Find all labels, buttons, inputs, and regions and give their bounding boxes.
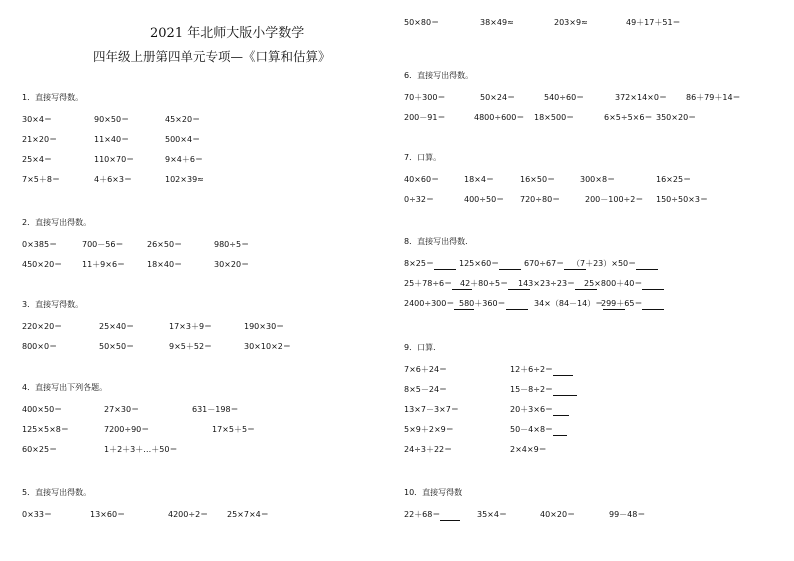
problem-text: 13×60＝ (90, 510, 126, 519)
math-problem (244, 341, 291, 353)
problem-row (22, 509, 382, 529)
problem-text: 5×9＋2×9＝ (404, 425, 454, 434)
problem-text: 2×4×9＝ (510, 445, 547, 454)
problem-text: 90×50＝ (94, 115, 130, 124)
problem-text: 18×4＝ (464, 175, 494, 184)
math-problem (94, 114, 129, 126)
left-section-4 (22, 382, 382, 464)
section-heading: 3．直接写得数。 (22, 300, 84, 309)
problem-text: 11×40＝ (94, 135, 130, 144)
math-problem (22, 174, 60, 186)
problem-text: 16×50＝ (520, 175, 556, 184)
problem-row (404, 92, 784, 112)
problem-text: 18×40＝ (147, 260, 183, 269)
problem-text: 4800÷600＝ (474, 113, 525, 122)
section-heading: 6．直接写出得数。 (404, 71, 474, 80)
answer-blank[interactable] (506, 300, 528, 310)
problem-row (404, 384, 784, 404)
problem-text: 400×50＝ (22, 405, 63, 414)
problem-text: 25＋78÷6＝ (404, 279, 453, 288)
problem-row (404, 509, 784, 529)
problem-text: 200－91＝ (404, 113, 446, 122)
math-problem (227, 509, 269, 521)
problem-text: 190×30＝ (244, 322, 285, 331)
section-heading: 8．直接写出得数． (404, 237, 474, 246)
problem-text: 1＋2＋3＋…＋50＝ (104, 445, 178, 454)
problem-text: 540÷60＝ (544, 93, 585, 102)
math-problem (214, 239, 249, 251)
math-problem (480, 17, 514, 29)
answer-blank[interactable] (434, 260, 456, 270)
problem-text: 350×20＝ (656, 113, 697, 122)
math-problem (656, 112, 696, 124)
problem-text: 24÷3＋22＝ (404, 445, 453, 454)
problem-row (404, 444, 784, 464)
problem-row (22, 341, 382, 361)
problem-text: 0×385＝ (22, 240, 58, 249)
problem-text: 580＋360＝ (459, 299, 506, 308)
math-problem (609, 509, 645, 521)
right-section-3 (404, 152, 784, 214)
math-problem (404, 258, 456, 270)
problem-text: 203×9≈ (554, 18, 588, 27)
math-problem (404, 384, 447, 396)
math-problem (22, 424, 69, 436)
math-problem (147, 239, 182, 251)
problem-text: 372×14×0＝ (615, 93, 667, 102)
math-problem (22, 404, 62, 416)
problem-text: 631－198＝ (192, 405, 239, 414)
answer-blank[interactable] (499, 260, 521, 270)
math-problem (585, 194, 643, 206)
math-problem (404, 17, 439, 29)
problem-text: 15－8÷2＝ (510, 385, 554, 394)
problem-text: 50－4×8＝ (510, 425, 554, 434)
problem-text: 35×4＝ (477, 510, 507, 519)
answer-blank[interactable] (642, 280, 664, 290)
problem-text: 143×23÷23＝ (518, 279, 576, 288)
worksheet-subtitle: 四年级上册第四单元专项—《口算和估算》 (93, 49, 331, 64)
problem-text: 800×0＝ (22, 342, 58, 351)
problem-row (404, 404, 784, 424)
section-heading: 5．直接写出得数。 (22, 488, 92, 497)
problem-text: 299＋65＝ (601, 299, 643, 308)
problem-row (22, 154, 382, 174)
math-problem (22, 509, 52, 521)
math-problem (480, 92, 515, 104)
problem-text: 99－48＝ (609, 510, 646, 519)
math-problem (459, 298, 528, 310)
math-problem (212, 424, 255, 436)
math-problem (104, 424, 149, 436)
problem-text: 34×（84－14）＝ (534, 299, 604, 308)
problem-text: 670÷67＝ (524, 259, 565, 268)
math-problem (94, 174, 132, 186)
math-problem (99, 341, 134, 353)
problem-text: 700－56＝ (82, 240, 124, 249)
math-problem (656, 194, 708, 206)
problem-text: 8×5－24＝ (404, 385, 448, 394)
problem-row (404, 278, 784, 298)
math-problem (510, 404, 569, 416)
problem-row (404, 424, 784, 444)
problem-text: 125×5×8＝ (22, 425, 69, 434)
problem-text: 21×20＝ (22, 135, 58, 144)
math-problem (165, 174, 204, 186)
math-problem (404, 194, 434, 206)
problem-row (22, 259, 382, 279)
math-problem (459, 258, 521, 270)
problem-text: （7＋23）×50＝ (572, 259, 637, 268)
left-section-5 (22, 487, 382, 529)
problem-text: 0÷32＝ (404, 195, 434, 204)
problem-text: 38×49≈ (480, 18, 514, 27)
problem-text: 9×4＋6＝ (165, 155, 203, 164)
math-problem (169, 341, 212, 353)
answer-blank[interactable] (440, 511, 460, 521)
math-problem (82, 239, 123, 251)
problem-text: 30×10×2＝ (244, 342, 291, 351)
problem-text: 60×25＝ (22, 445, 58, 454)
right-section-6 (404, 487, 784, 529)
problem-row (404, 194, 784, 214)
problem-text: 25×7×4＝ (227, 510, 269, 519)
problem-text: 7×5＋8＝ (22, 175, 60, 184)
math-problem (544, 92, 584, 104)
math-problem (615, 92, 667, 104)
math-problem (169, 321, 212, 333)
math-problem (520, 194, 560, 206)
problem-text: 7×6＋24＝ (404, 365, 448, 374)
math-problem (656, 174, 691, 186)
answer-blank[interactable] (553, 366, 573, 376)
problem-text: 42＋80÷5＝ (460, 279, 509, 288)
math-problem (404, 92, 445, 104)
math-problem (165, 114, 200, 126)
problem-text: 110×70＝ (94, 155, 135, 164)
math-problem (165, 154, 203, 166)
math-problem (404, 404, 459, 416)
section-heading: 10．直接写得数 (404, 488, 463, 497)
math-problem (82, 259, 125, 271)
math-problem (510, 384, 577, 396)
answer-blank[interactable] (553, 406, 569, 416)
math-problem (477, 509, 507, 521)
problem-text: 22＋68＝ (404, 510, 441, 519)
problem-text: 0×33＝ (22, 510, 52, 519)
problem-row (404, 17, 784, 37)
math-problem (404, 364, 447, 376)
problem-row (22, 321, 382, 341)
math-problem (520, 174, 555, 186)
math-problem (686, 92, 741, 104)
math-problem (244, 321, 284, 333)
math-problem (464, 174, 494, 186)
math-problem (510, 364, 573, 376)
math-problem (604, 112, 652, 124)
problem-text: 27×30＝ (104, 405, 140, 414)
math-problem (90, 509, 125, 521)
problem-text: 25×40＝ (99, 322, 135, 331)
math-problem (404, 112, 445, 124)
math-problem (165, 134, 200, 146)
left-section-1 (22, 92, 382, 194)
section-heading: 7．口算。 (404, 153, 442, 162)
problem-text: 50×50＝ (99, 342, 135, 351)
math-problem (404, 424, 454, 436)
worksheet-title: 2021 年北师大版小学数学 (150, 26, 305, 41)
right-section-4 (404, 236, 784, 318)
section-heading: 2．直接写出得数。 (22, 218, 92, 227)
right-section-2 (404, 70, 784, 132)
problem-text: 150÷50×3＝ (656, 195, 708, 204)
math-problem (214, 259, 249, 271)
problem-row (22, 114, 382, 134)
math-problem (474, 112, 524, 124)
problem-row (22, 134, 382, 154)
problem-text: 18×500＝ (534, 113, 575, 122)
problem-text: 7200÷90＝ (104, 425, 150, 434)
problem-text: 220×20＝ (22, 322, 63, 331)
problem-row (22, 424, 382, 444)
problem-text: 50×80＝ (404, 18, 440, 27)
left-section-2 (22, 217, 382, 279)
math-problem (94, 154, 134, 166)
answer-blank[interactable] (642, 300, 664, 310)
answer-blank[interactable] (636, 260, 658, 270)
problem-text: 20＋3×6＝ (510, 405, 554, 414)
problem-text: 2400÷300＝ (404, 299, 455, 308)
problem-text: 25×4＝ (22, 155, 52, 164)
problem-text: 400÷50＝ (464, 195, 505, 204)
math-problem (99, 321, 134, 333)
problem-text: 9×5＋52＝ (169, 342, 213, 351)
right-section-5 (404, 342, 784, 464)
math-problem (22, 154, 52, 166)
problem-text: 8×25＝ (404, 259, 434, 268)
math-problem (22, 114, 52, 126)
problem-text: 12＋6÷2＝ (510, 365, 554, 374)
problem-row (404, 174, 784, 194)
math-problem (168, 509, 208, 521)
math-problem (404, 174, 439, 186)
math-problem (22, 341, 57, 353)
problem-text: 16×25＝ (656, 175, 692, 184)
left-section-3 (22, 299, 382, 361)
problem-row (404, 298, 784, 318)
math-problem (404, 444, 452, 456)
section-heading: 4．直接写出下列各题。 (22, 383, 108, 392)
problem-text: 49＋17＋51＝ (626, 18, 681, 27)
problem-text: 500×4＝ (165, 135, 201, 144)
math-problem (94, 134, 129, 146)
problem-row (404, 364, 784, 384)
section-heading: 9．口算． (404, 343, 442, 352)
problem-row (22, 174, 382, 194)
math-problem (147, 259, 182, 271)
math-problem (601, 298, 664, 310)
problem-row (404, 258, 784, 278)
math-problem (22, 259, 62, 271)
problem-text: 26×50＝ (147, 240, 183, 249)
problem-text: 102×39≈ (165, 175, 204, 184)
problem-text: 125×60＝ (459, 259, 500, 268)
math-problem (22, 321, 62, 333)
math-problem (22, 444, 57, 456)
problem-text: 13×7－3×7＝ (404, 405, 459, 414)
math-problem (464, 194, 504, 206)
math-problem (554, 17, 588, 29)
problem-text: 40×60＝ (404, 175, 440, 184)
problem-text: 17×3＋9＝ (169, 322, 213, 331)
problem-text: 450×20＝ (22, 260, 63, 269)
problem-text: 86＋79＋14＝ (686, 93, 741, 102)
math-problem (510, 444, 547, 456)
problem-text: 4＋6×3＝ (94, 175, 132, 184)
problem-row (404, 112, 784, 132)
answer-blank[interactable] (553, 386, 577, 396)
math-problem (510, 424, 567, 436)
problem-row (22, 444, 382, 464)
problem-text: 11＋9×6＝ (82, 260, 126, 269)
problem-text: 4200÷2＝ (168, 510, 209, 519)
right-section-1 (404, 17, 784, 37)
math-problem (104, 444, 177, 456)
math-problem (104, 404, 139, 416)
problem-text: 300×8＝ (580, 175, 616, 184)
problem-text: 30×20＝ (214, 260, 250, 269)
problem-text: 25×800＋40＝ (584, 279, 643, 288)
problem-text: 45×20＝ (165, 115, 201, 124)
math-problem (580, 174, 615, 186)
math-problem (572, 258, 658, 270)
problem-row (22, 404, 382, 424)
problem-row (22, 239, 382, 259)
answer-blank[interactable] (553, 426, 567, 436)
problem-text: 30×4＝ (22, 115, 52, 124)
math-problem (540, 509, 575, 521)
problem-text: 40×20＝ (540, 510, 576, 519)
problem-text: 980÷5＝ (214, 240, 250, 249)
math-problem (192, 404, 239, 416)
problem-text: 200－100÷2＝ (585, 195, 644, 204)
problem-text: 720÷80＝ (520, 195, 561, 204)
problem-text: 6×5÷5×6＝ (604, 113, 653, 122)
problem-text: 50×24＝ (480, 93, 516, 102)
math-problem (534, 112, 574, 124)
problem-text: 70＋300＝ (404, 93, 446, 102)
section-heading: 1．直接写得数。 (22, 93, 84, 102)
math-problem (22, 239, 57, 251)
math-problem (584, 278, 664, 290)
problem-text: 17×5＋5＝ (212, 425, 256, 434)
math-problem (22, 134, 57, 146)
math-problem (404, 509, 460, 521)
math-problem (626, 17, 681, 29)
